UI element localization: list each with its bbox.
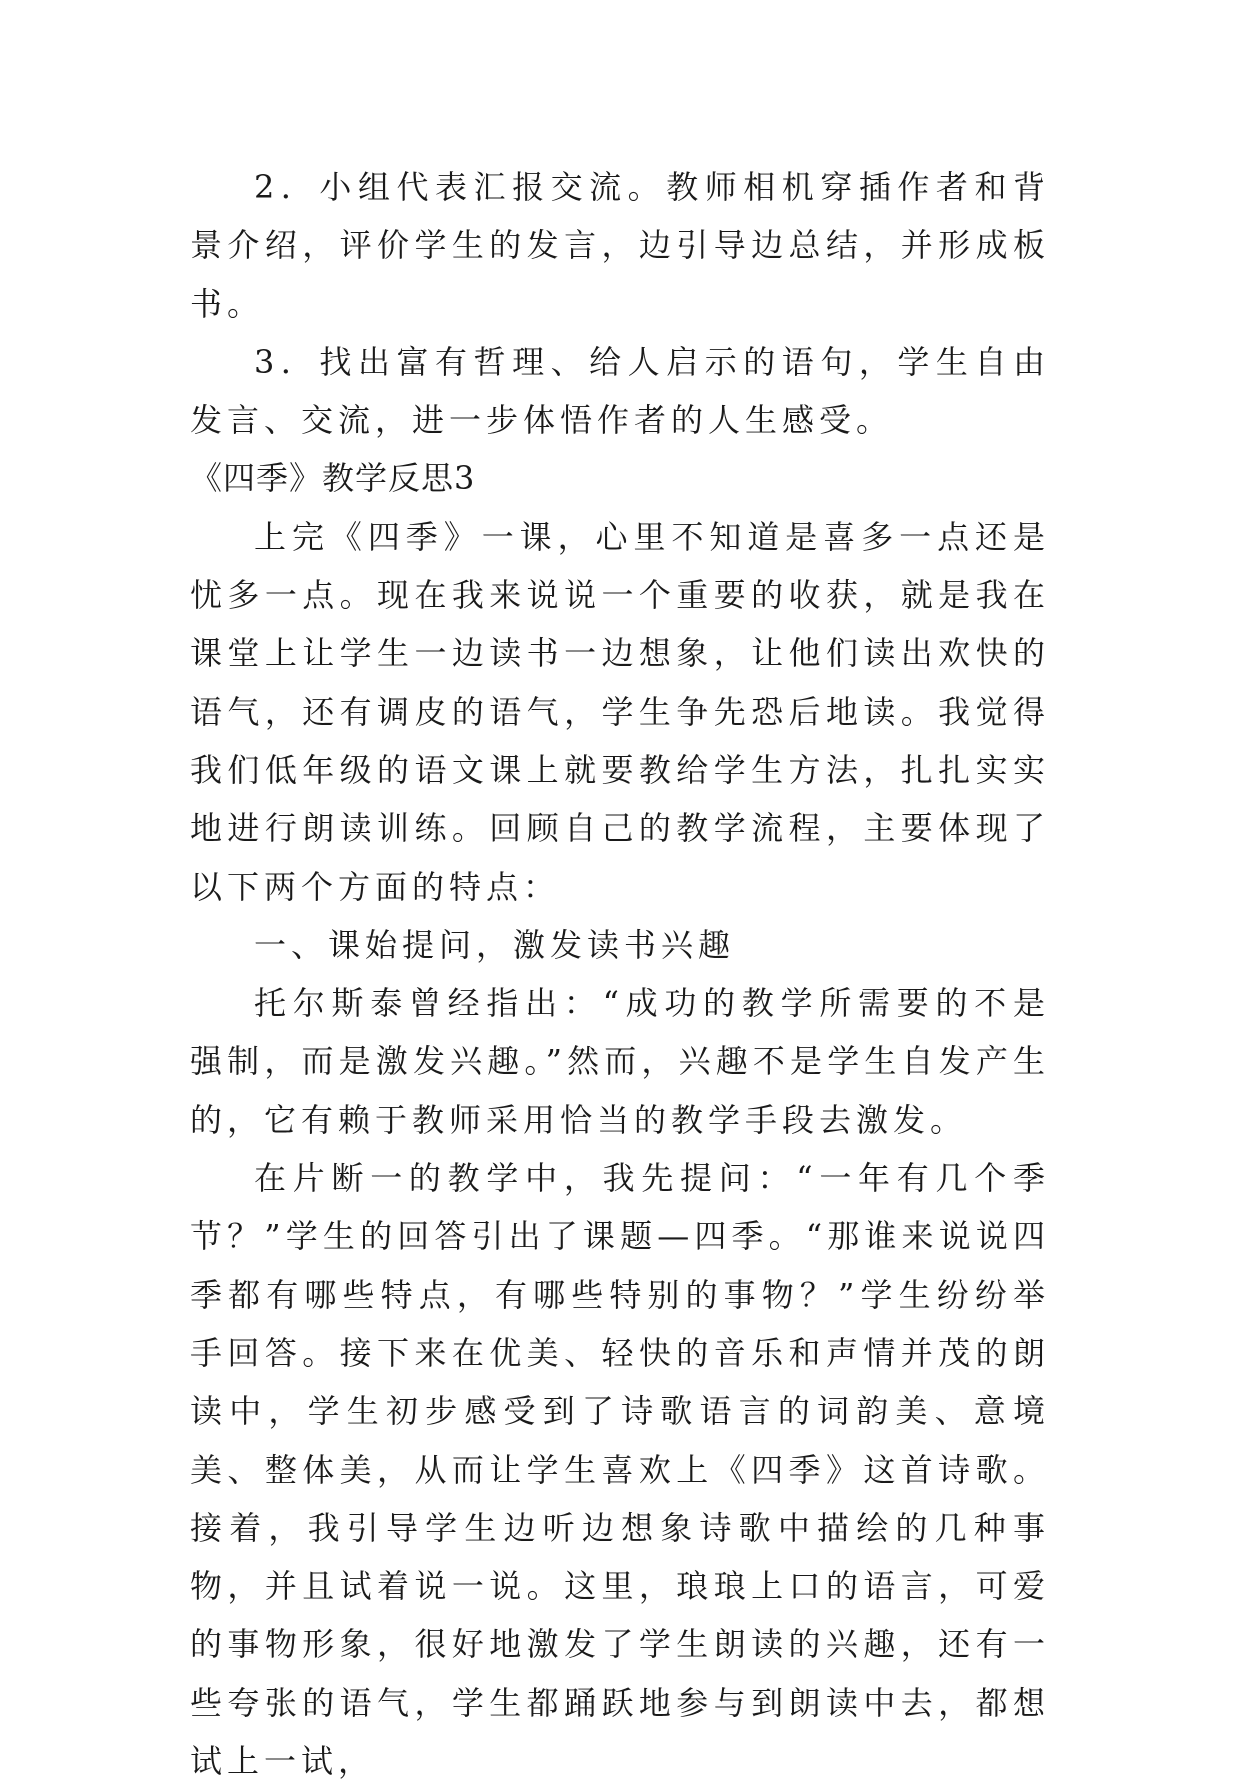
section-heading: 《四季》教学反思3 — [190, 459, 476, 498]
paragraph-step-3: 3．找出富有哲理、给人启示的语句，学生自由发言、交流，进一步体悟作者的人生感受。 — [190, 342, 1050, 440]
paragraph-step-2: 2．小组代表汇报交流。教师相机穿插作者和背景介绍，评价学生的发言，边引导边总结，并形成板书。 — [190, 168, 1050, 323]
paragraph-tolstoy-quote: 托尔斯泰曾经指出：“成功的教学所需要的不是强制，而是激发兴趣。”然而，兴趣不是学生自发产生的，它有赖于教师采用恰当的教学手段去激发。 — [190, 984, 1050, 1139]
paragraph-intro: 上完《四季》一课，心里不知道是喜多一点还是忧多一点。现在我来说说一个重要的收获，就是我在课堂上让学生一边读书一边想象，让他们读出欢快的语气，还有调皮的语气，学生争先恐后地读。我觉得我们低年级的语文课上就要教给学生方法，扎扎实实地进行朗读训练。回顾自己的教学流程，主要体现了以下两个方面的特点： — [190, 517, 1050, 906]
document-body — [190, 158, 1050, 1790]
paragraph-fragment-1: 在片断一的教学中，我先提问：“一年有几个季节？”学生的回答引出了课题—四季。“那谁来说说四季都有哪些特点，有哪些特别的事物？”学生纷纷举手回答。接下来在优美、轻快的音乐和声情并茂的朗读中，学生初步感受到了诗歌语言的词韵美、意境美、整体美，从而让学生喜欢上《四季》这首诗歌。接着，我引导学生边听边想象诗歌中描绘的几种事物，并且试着说一说。这里，琅琅上口的语言，可爱的事物形象，很好地激发了学生朗读的兴趣，还有一些夸张的语气，学生都踊跃地参与到朗读中去，都想试上一试， — [190, 1159, 1050, 1781]
subheading-point-1: 一、课始提问，激发读书兴趣 — [254, 925, 736, 964]
